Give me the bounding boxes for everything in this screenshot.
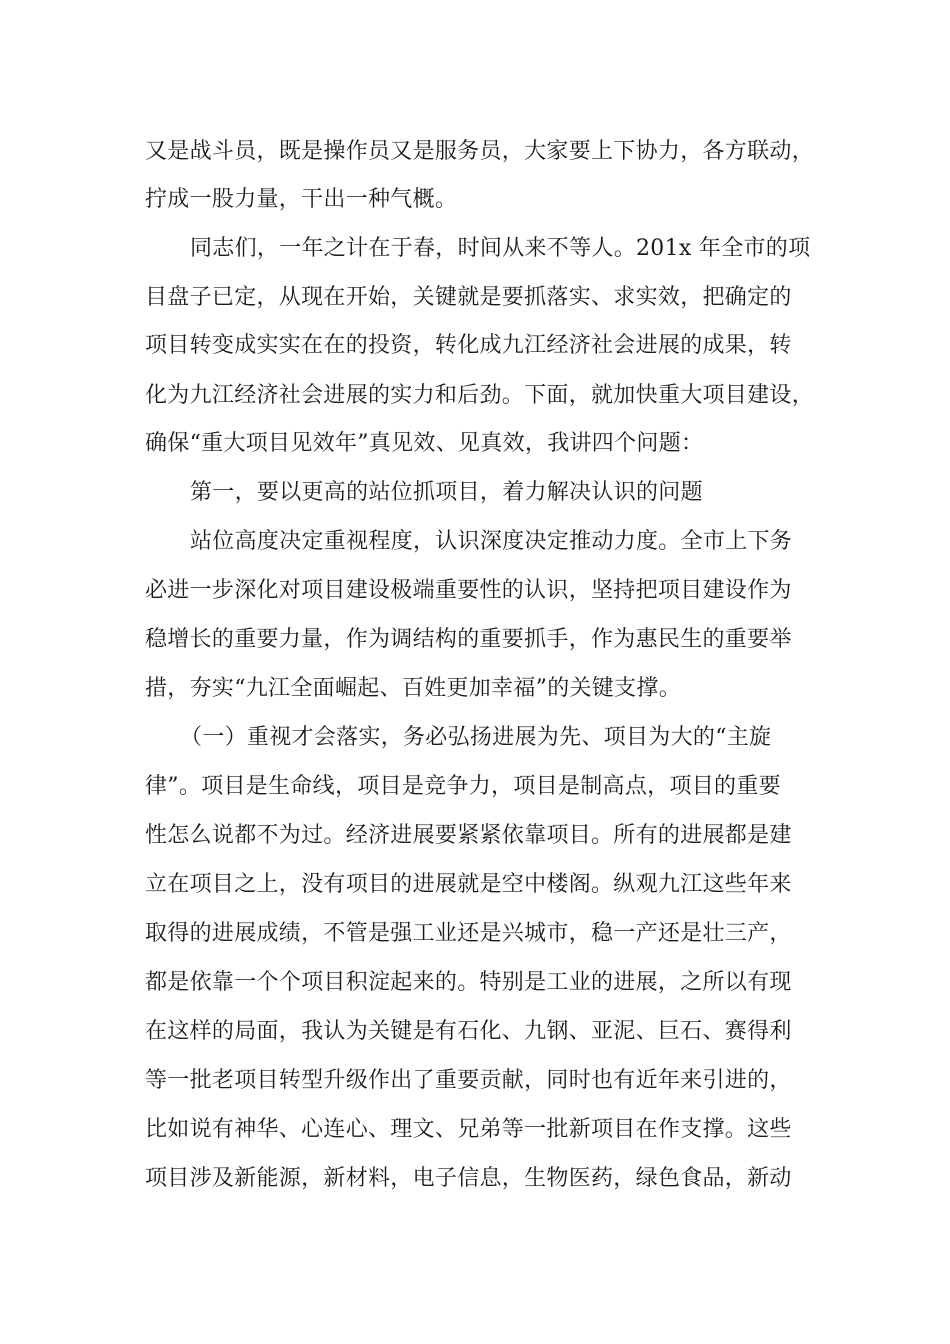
- text-line: 律”。项目是生命线，项目是竞争力，项目是制高点，项目的重要: [145, 774, 781, 799]
- text-line: 必进一步深化对项目建设极端重要性的认识，坚持把项目建设作为: [145, 578, 792, 603]
- text-line: 项目涉及新能源，新材料，电子信息，生物医药，绿色食品，新动: [145, 1166, 792, 1191]
- text-line: 目盘子已定，从现在开始，关键就是要抓落实、求实效，把确定的: [145, 285, 792, 310]
- text-line: 化为九江经济社会进展的实力和后劲。下面，就加快重大项目建设，: [145, 383, 815, 408]
- text-line: 项目转变成实实在在的投资，转化成九江经济社会进展的成果，转: [145, 333, 792, 358]
- text-line: 取得的进展成绩，不管是强工业还是兴城市，稳一产还是壮三产，: [145, 921, 792, 946]
- text-line: 立在项目之上，没有项目的进展就是空中楼阁。纵观九江这些年来: [145, 872, 792, 897]
- text-line: 都是依靠一个个项目积淀起来的。特别是工业的进展，之所以有现: [145, 970, 792, 995]
- text-line: 拧成一股力量，干出一种气概。: [145, 187, 458, 212]
- text-line: 又是战斗员，既是操作员又是服务员，大家要上下协力，各方联动，: [145, 139, 815, 164]
- text-line: 在这样的局面，我认为关键是有石化、九钢、亚泥、巨石、赛得利: [145, 1019, 792, 1044]
- text-line: 确保“重大项目见效年”真见效、见真效，我讲四个问题：: [145, 431, 704, 456]
- text-line: 比如说有神华、心连心、理文、兄弟等一批新项目在作支撑。这些: [145, 1117, 792, 1142]
- text-line: 稳增长的重要力量，作为调结构的重要抓手，作为惠民生的重要举: [145, 627, 792, 652]
- text-line: 措，夯实“九江全面崛起、百姓更加幸福”的关键支撑。: [145, 676, 681, 701]
- section-heading: 第一，要以更高的站位抓项目，着力解决认识的问题: [190, 480, 703, 505]
- paragraph-start-line: 同志们，一年之计在于春，时间从来不等人。201x 年全市的项: [190, 236, 811, 261]
- text-line: 性怎么说都不为过。经济进展要紧紧依靠项目。所有的进展都是建: [145, 823, 792, 848]
- paragraph-start-line: 站位高度决定重视程度，认识深度决定推动力度。全市上下务: [190, 529, 793, 554]
- subsection-heading: （一）重视才会落实，务必弘扬进展为先、项目为大的“主旋: [180, 725, 772, 750]
- text-line: 等一批老项目转型升级作出了重要贡献，同时也有近年来引进的，: [145, 1068, 792, 1093]
